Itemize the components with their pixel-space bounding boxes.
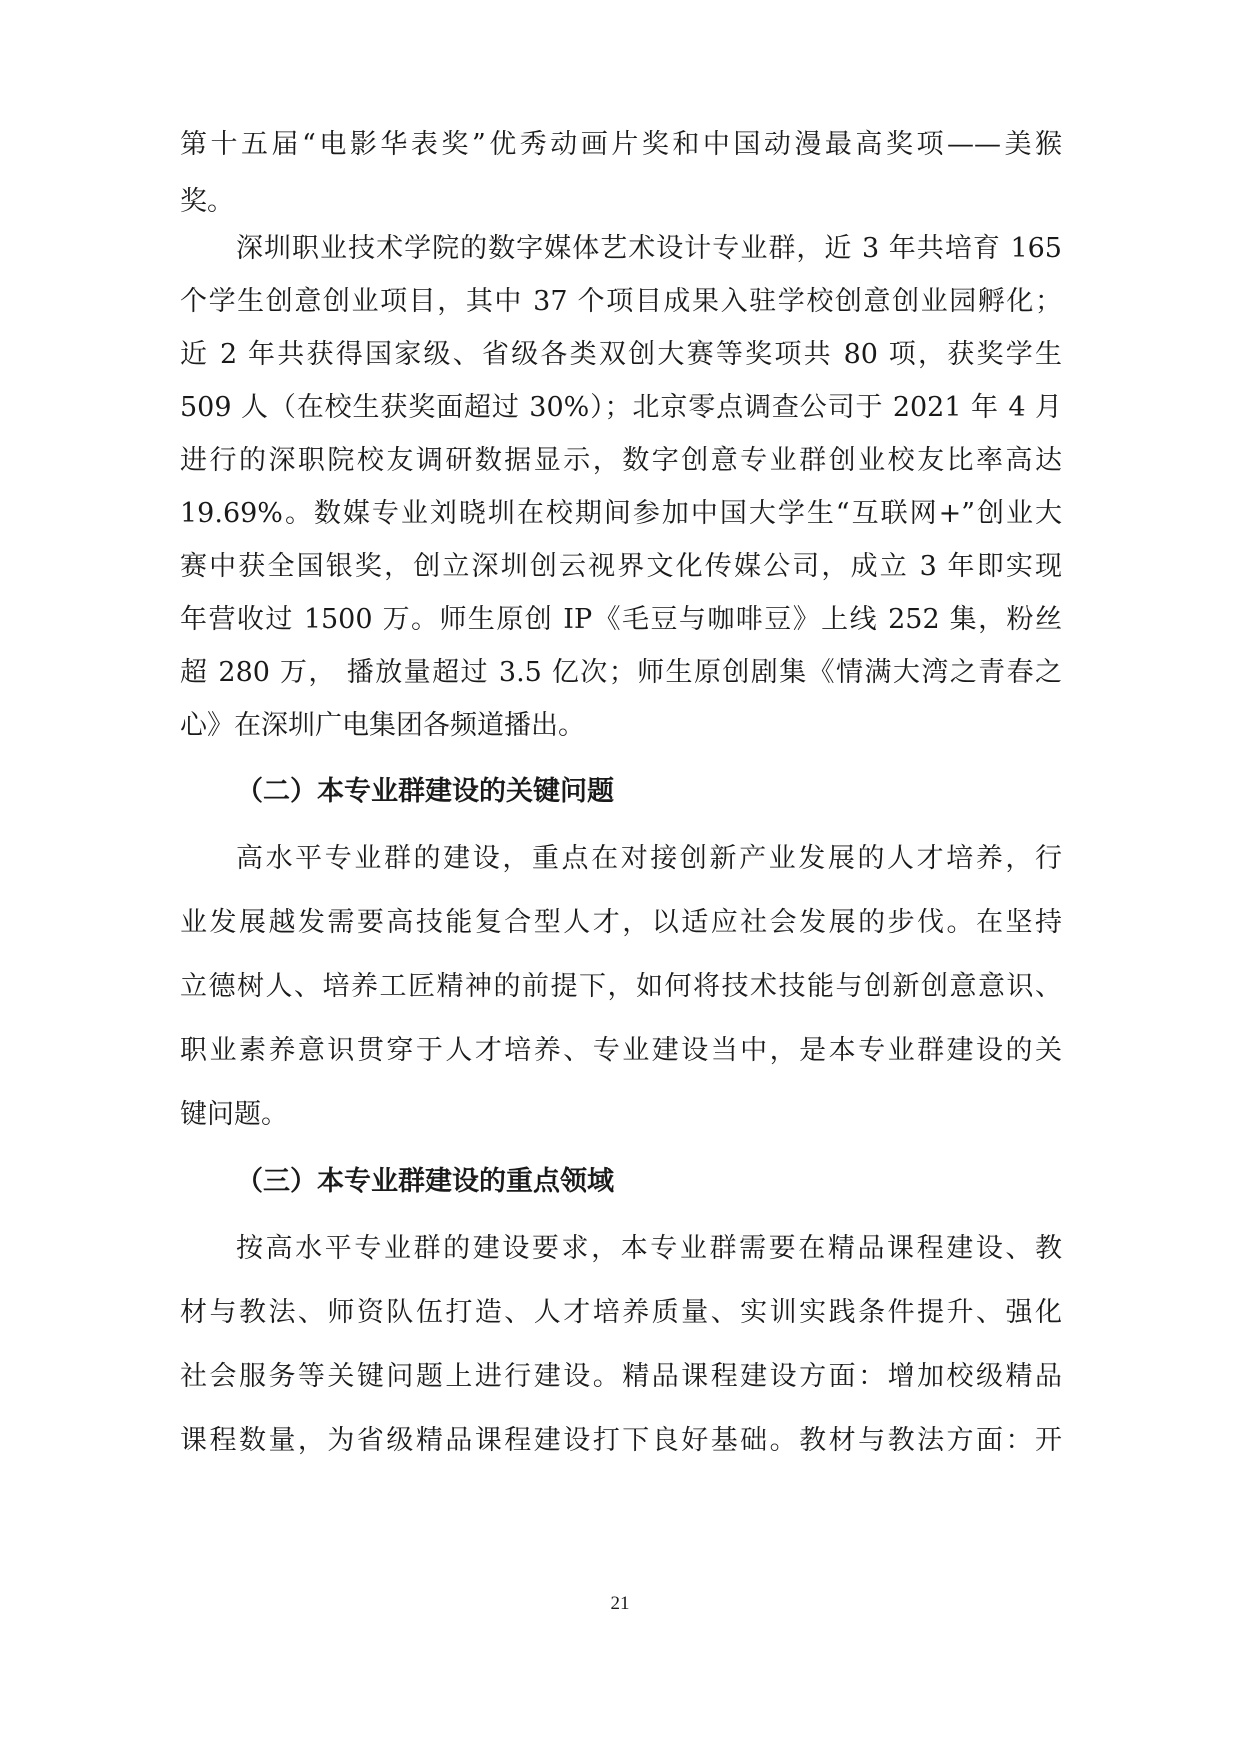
paragraph-2-line-8: 年营收过 1500 万。师生原创 IP《毛豆与咖啡豆》上线 252 集，粉丝 bbox=[180, 604, 1062, 635]
paragraph-4-line-1: 按高水平专业群的建设要求，本专业群需要在精品课程建设、教 bbox=[236, 1233, 1062, 1264]
paragraph-2-line-3: 近 2 年共获得国家级、省级各类双创大赛等奖项共 80 项，获奖学生 bbox=[180, 339, 1062, 370]
paragraph-3-line-2: 业发展越发需要高技能复合型人才，以适应社会发展的步伐。在坚持 bbox=[180, 907, 1062, 938]
paragraph-2-line-6: 19.69%。数媒专业刘晓圳在校期间参加中国大学生“互联网+”创业大 bbox=[180, 498, 1062, 529]
paragraph-2-line-9: 超 280 万， 播放量超过 3.5 亿次；师生原创剧集《情满大湾之青春之 bbox=[180, 657, 1062, 688]
page-number: 21 bbox=[610, 1593, 630, 1614]
paragraph-2-line-7: 赛中获全国银奖，创立深圳创云视界文化传媒公司，成立 3 年即实现 bbox=[180, 551, 1062, 582]
paragraph-1-line-2: 奖。 bbox=[180, 186, 234, 217]
paragraph-2-line-10: 心》在深圳广电集团各频道播出。 bbox=[180, 710, 585, 741]
paragraph-3-line-3: 立德树人、培养工匠精神的前提下，如何将技术技能与创新创意意识、 bbox=[180, 971, 1062, 1002]
section-heading-3: （三）本专业群建设的重点领域 bbox=[236, 1166, 614, 1197]
paragraph-2-line-1: 深圳职业技术学院的数字媒体艺术设计专业群，近 3 年共培育 165 bbox=[236, 233, 1062, 264]
paragraph-4-line-3: 社会服务等关键问题上进行建设。精品课程建设方面：增加校级精品 bbox=[180, 1361, 1062, 1392]
paragraph-1-line-1: 第十五届“电影华表奖”优秀动画片奖和中国动漫最高奖项——美猴 bbox=[180, 129, 1062, 160]
paragraph-2-line-4: 509 人（在校生获奖面超过 30%）；北京零点调查公司于 2021 年 4 月 bbox=[180, 392, 1062, 423]
paragraph-3-line-5: 键问题。 bbox=[180, 1099, 288, 1130]
section-heading-2: （二）本专业群建设的关键问题 bbox=[236, 776, 614, 807]
paragraph-2-line-2: 个学生创意创业项目，其中 37 个项目成果入驻学校创意创业园孵化； bbox=[180, 286, 1062, 317]
paragraph-2-line-5: 进行的深职院校友调研数据显示，数字创意专业群创业校友比率高达 bbox=[180, 445, 1062, 476]
paragraph-3-line-4: 职业素养意识贯穿于人才培养、专业建设当中，是本专业群建设的关 bbox=[180, 1035, 1062, 1066]
paragraph-3-line-1: 高水平专业群的建设，重点在对接创新产业发展的人才培养，行 bbox=[236, 843, 1062, 874]
paragraph-4-line-4: 课程数量，为省级精品课程建设打下良好基础。教材与教法方面：开 bbox=[180, 1425, 1062, 1456]
paragraph-4-line-2: 材与教法、师资队伍打造、人才培养质量、实训实践条件提升、强化 bbox=[180, 1297, 1062, 1328]
